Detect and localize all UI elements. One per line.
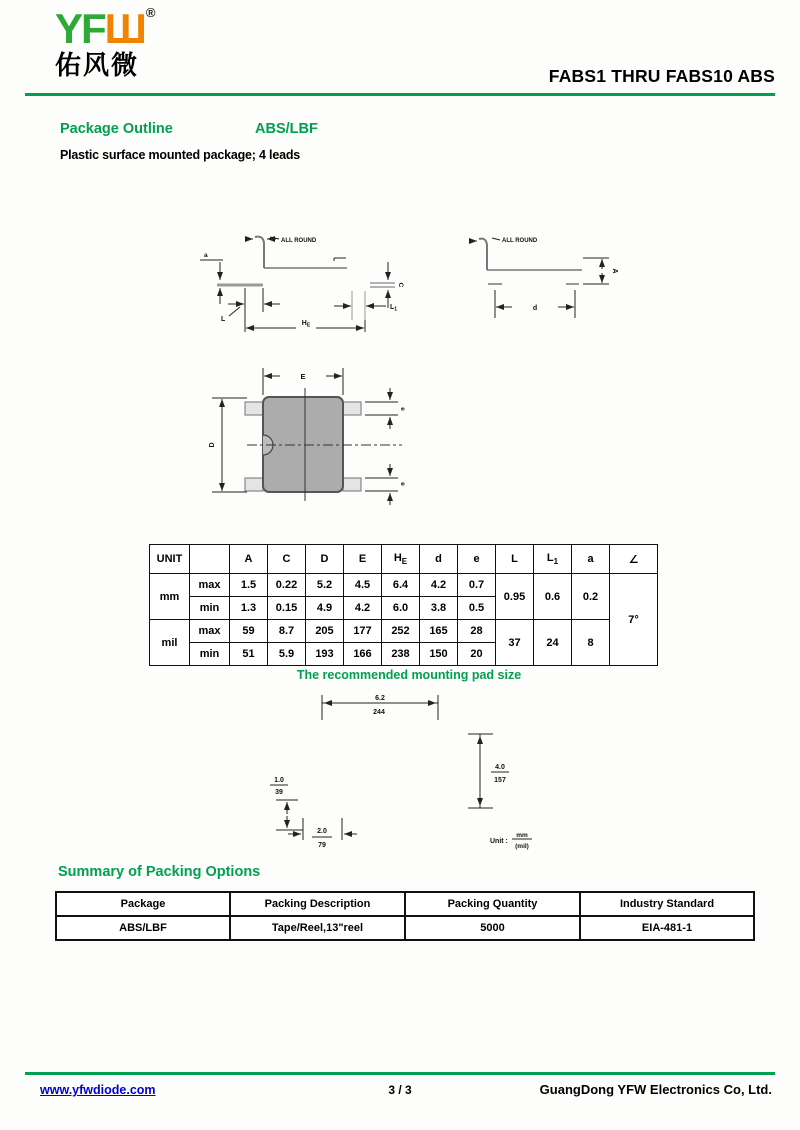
logo-wordmark (55, 6, 153, 50)
pad-unit-den: (mil) (515, 843, 529, 850)
packing-cell-package: ABS/LBF (56, 916, 230, 940)
dim-label-e-top: e (399, 407, 406, 411)
table-cell: 0.95 (496, 574, 534, 620)
table-cell: 166 (344, 643, 382, 666)
packing-col-header: Packing Quantity (405, 892, 580, 916)
dim-label-A: A (611, 268, 618, 274)
top-view (212, 368, 402, 505)
table-cell: 4.9 (306, 597, 344, 620)
table-cell: 8.7 (268, 620, 306, 643)
table-cell: 5.9 (268, 643, 306, 666)
col-header-L1: $L_1$ (534, 545, 572, 574)
col-header-e: e (458, 545, 496, 574)
packing-cell-quantity: 5000 (405, 916, 580, 940)
table-cell: 20 (458, 643, 496, 666)
unit-mm: mm (150, 574, 190, 620)
table-cell: 0.22 (268, 574, 306, 597)
table-cell-angle: 7° (610, 574, 658, 666)
dimensions-table (149, 544, 658, 666)
table-cell: 1.3 (230, 597, 268, 620)
table-cell: 59 (230, 620, 268, 643)
pad-height-mil: 157 (494, 777, 506, 784)
table-cell: 6.0 (382, 597, 420, 620)
table-cell: 24 (534, 620, 572, 666)
col-header-d: d (420, 545, 458, 574)
package-name: ABS/LBF (255, 121, 318, 137)
col-header-A: A (230, 545, 268, 574)
dim-label-e-bottom: e (399, 482, 406, 486)
table-cell: 238 (382, 643, 420, 666)
table-cell: 28 (458, 620, 496, 643)
logo-chinese-name: 佑风微 (55, 50, 140, 80)
table-cell: 150 (420, 643, 458, 666)
document-title: FABS1 THRU FABS10 ABS (548, 66, 775, 86)
pad-w-mm: 2.0 (317, 828, 327, 835)
pad-h-mil: 39 (275, 789, 283, 796)
packing-cell-standard: EIA-481-1 (580, 916, 754, 940)
table-cell: 252 (382, 620, 420, 643)
pad-unit-num: mm (516, 832, 528, 839)
col-header-blank (190, 545, 230, 574)
header-divider (25, 93, 775, 96)
pad-dimension-lines (270, 695, 532, 840)
table-cell: 0.5 (458, 597, 496, 620)
table-cell: 37 (496, 620, 534, 666)
packing-options-table (55, 891, 755, 941)
col-header-HE: $H_E$ (382, 545, 420, 574)
table-cell: 4.2 (420, 574, 458, 597)
packing-col-header: Packing Description (230, 892, 405, 916)
table-cell: 0.15 (268, 597, 306, 620)
col-header-unit: UNIT (150, 545, 190, 574)
table-cell: 205 (306, 620, 344, 643)
pad-width-mil: 244 (373, 709, 385, 716)
table-cell: 51 (230, 643, 268, 666)
package-outline-drawing (150, 228, 650, 528)
table-cell: 3.8 (420, 597, 458, 620)
table-cell: 5.2 (306, 574, 344, 597)
side-view-left (200, 237, 398, 332)
mounting-pad-drawing (260, 690, 550, 860)
row-label-min: min (190, 597, 230, 620)
packing-options-heading: Summary of Packing Options (58, 864, 261, 880)
packing-col-header: Industry Standard (580, 892, 754, 916)
logo-w-icon: Ш (104, 5, 145, 52)
all-round-label: ALL ROUND (281, 238, 317, 244)
col-header-a: a (572, 545, 610, 574)
table-cell: 177 (344, 620, 382, 643)
dim-label-d: d (532, 305, 538, 312)
side-view-right (470, 238, 609, 318)
col-header-D: D (306, 545, 344, 574)
mounting-pad-heading: The recommended mounting pad size (296, 668, 522, 682)
table-cell: 1.5 (230, 574, 268, 597)
unit-mil: mil (150, 620, 190, 666)
dim-label-D: D (209, 442, 216, 448)
dim-label-c: C (397, 282, 404, 288)
col-header-C: C (268, 545, 306, 574)
website-link[interactable]: www.yfwdiode.com (40, 1083, 156, 1097)
footer-divider (25, 1072, 775, 1075)
table-cell: 0.7 (458, 574, 496, 597)
all-round-label-2: ALL ROUND (502, 238, 538, 244)
registered-trademark-icon: ® (145, 5, 154, 20)
row-label-max: max (190, 620, 230, 643)
table-cell: 0.6 (534, 574, 572, 620)
table-cell: 8 (572, 620, 610, 666)
table-cell: 165 (420, 620, 458, 643)
packing-cell-description: Tape/Reel,13"reel (230, 916, 405, 940)
col-header-E: E (344, 545, 382, 574)
pad-w-mil: 79 (318, 842, 326, 849)
pad-unit-label: Unit : (490, 838, 508, 845)
table-cell: 193 (306, 643, 344, 666)
table-cell: 4.5 (344, 574, 382, 597)
section-heading-package-outline: Package Outline (60, 121, 173, 137)
yfw-logo (55, 6, 153, 78)
pad-width-mm: 6.2 (375, 695, 385, 702)
dim-label-a: a (204, 252, 208, 259)
row-label-min: min (190, 643, 230, 666)
page-number: 3 / 3 (388, 1083, 412, 1097)
dim-label-l: L (221, 316, 226, 323)
table-cell: 6.4 (382, 574, 420, 597)
packing-col-header: Package (56, 892, 230, 916)
row-label-max: max (190, 574, 230, 597)
pad-h-mm: 1.0 (274, 777, 284, 784)
pad-height-mm: 4.0 (495, 764, 505, 771)
table-cell: 0.2 (572, 574, 610, 620)
logo-yf-text: YF (55, 5, 105, 52)
package-subtitle: Plastic surface mounted package; 4 leads (60, 148, 301, 162)
table-cell: 4.2 (344, 597, 382, 620)
col-header-L: L (496, 545, 534, 574)
dim-label-l1: $L_1$ (390, 304, 398, 313)
company-name: GuangDong YFW Electronics Co, Ltd. (539, 1082, 772, 1097)
col-header-angle: ∠ (610, 545, 658, 574)
dim-label-he: $H_E$ (301, 320, 311, 329)
dim-label-E: E (300, 372, 306, 381)
